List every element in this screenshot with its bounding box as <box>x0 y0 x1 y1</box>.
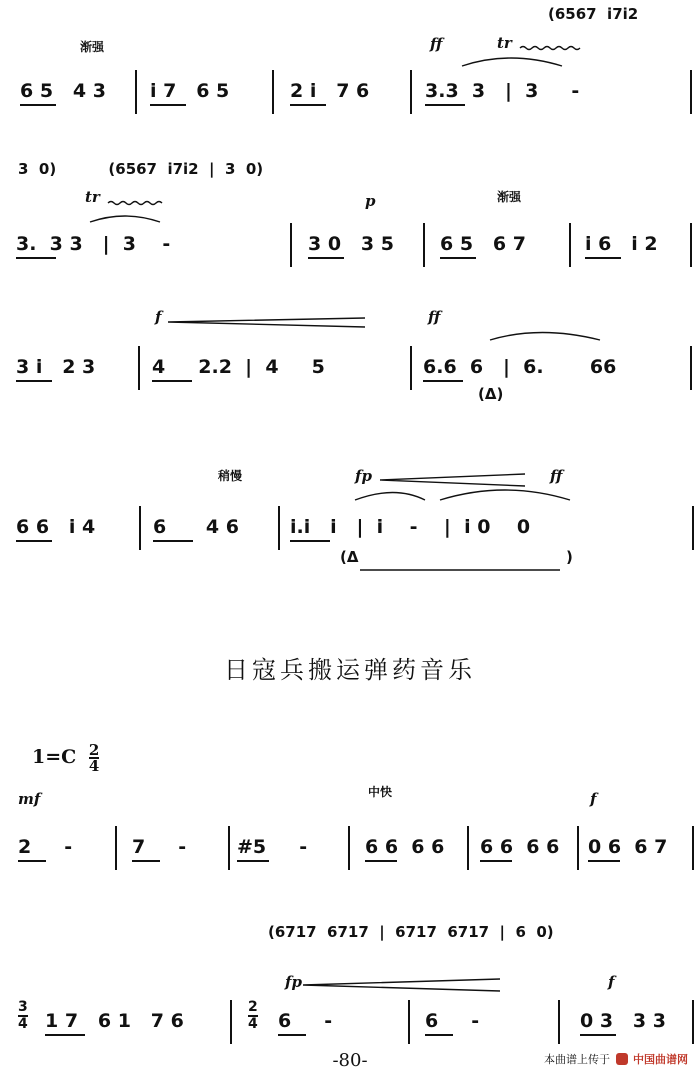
slur-5 <box>440 490 570 500</box>
section2-system-2-measure-4: 0 3 3 3 <box>580 1010 666 1032</box>
system-2-measure-4: i 6 i 2 <box>585 233 658 255</box>
system-4-measure-2: 6 4 6 <box>153 516 239 538</box>
page-number: -80- <box>332 1050 368 1071</box>
crescendo-1 <box>168 318 365 327</box>
system-4-measure-3: i.i i | i - | i 0 0 <box>290 516 531 538</box>
system-1-annotation-2: ff <box>430 35 443 53</box>
section2-system-1-measure-5: 6 6 6 6 <box>480 836 560 858</box>
time-signature-bottom: 4 <box>88 757 100 775</box>
system-3-annotation-1: f <box>155 308 162 326</box>
system-1-annotation-3: tr <box>497 34 512 52</box>
section2-system-2-annotation-2: f <box>608 973 615 991</box>
system-3-measure-2: 4 2.2 | 4 5 <box>152 356 325 378</box>
time-change-top: 3 <box>18 999 28 1015</box>
system-4-annotation-3: ff <box>550 467 563 485</box>
system-1-measure-3: 2 i 7 6 <box>290 80 370 102</box>
slur-4 <box>355 493 425 501</box>
time-change-top: 2 <box>248 999 258 1015</box>
section2-system-2-annotation-1: fp <box>285 973 302 991</box>
section2-system-1-measure-6: 0 6 6 7 <box>588 836 668 858</box>
system-2-annotation-1: tr <box>85 188 100 206</box>
crescendo-3 <box>303 979 500 991</box>
system-1-measure-4: 3.3 3 | 3 - <box>425 80 580 102</box>
system-1-measure-2: i 7 6 5 <box>150 80 230 102</box>
section2-system-2-measure-3: 6 - <box>425 1010 480 1032</box>
section2-system-1-measure-2: 7 - <box>132 836 187 858</box>
system-2-accompaniment: 3 0) (6567 i7i2 | 3 0) <box>18 160 264 178</box>
section2-system-1-annotation-3: f <box>590 790 597 808</box>
trill-wave-1 <box>520 47 580 50</box>
system-1-accompaniment: (6567 i7i2 <box>548 5 639 23</box>
watermark-brand: 中国曲谱网 <box>633 1053 688 1066</box>
section2-system-1-measure-3: #5 - <box>237 836 308 858</box>
trill-wave-2 <box>108 202 162 205</box>
watermark-prefix: 本曲谱上传于 <box>544 1053 610 1066</box>
system-4-annotation-4: (Δ <box>340 548 359 566</box>
slur-2 <box>90 216 160 222</box>
section2-system-1-measure-1: 2 - <box>18 836 73 858</box>
system-1-measure-1: 6 5 4 3 <box>20 80 106 102</box>
time-signature-top: 2 <box>88 741 100 759</box>
system-2-annotation-2: p <box>365 192 376 210</box>
section2-system-1-measure-4: 6 6 6 6 <box>365 836 445 858</box>
piece-title: 日寇兵搬运弹药音乐 <box>224 656 476 684</box>
watermark <box>544 1051 688 1067</box>
system-3-measure-3: 6.6 6 | 6. 66 <box>423 356 617 378</box>
system-2-measure-1: 3. 3 3 | 3 - <box>16 233 171 255</box>
section2-system-2-measure-1: 1 7 6 1 7 6 <box>45 1010 184 1032</box>
crescendo-2 <box>380 474 525 486</box>
system-3-measure-1: 3 i 2 3 <box>16 356 96 378</box>
system-3-annotation-3: (Δ) <box>478 385 504 403</box>
system-2-measure-2: 3 0 3 5 <box>308 233 394 255</box>
section2-system-1-annotation-2: 中快 <box>368 785 393 799</box>
system-4-annotation-1: 稍慢 <box>218 469 243 483</box>
section2-system-2-accompaniment: (6717 6717 | 6717 6717 | 6 0) <box>268 923 554 941</box>
section2-system-2-measure-2: 6 - <box>278 1010 333 1032</box>
key-signature-text: 1=C <box>32 746 77 768</box>
system-4-measure-1: 6 6 i 4 <box>16 516 96 538</box>
key-signature <box>32 743 99 773</box>
time-change-bottom: 4 <box>18 1016 28 1032</box>
slur-1 <box>462 58 562 66</box>
time-change-bottom: 4 <box>248 1016 258 1032</box>
site-logo-icon <box>616 1053 628 1065</box>
system-4-annotation-5: ) <box>566 548 573 566</box>
system-3-annotation-2: ff <box>428 308 441 326</box>
system-2-measure-3: 6 5 6 7 <box>440 233 526 255</box>
section2-system-1-annotation-1: mf <box>18 790 41 808</box>
system-1-annotation-1: 渐强 <box>80 40 105 54</box>
system-2-annotation-3: 渐强 <box>497 190 522 204</box>
slur-3 <box>490 333 600 341</box>
time-signature <box>89 743 99 773</box>
system-4-annotation-2: fp <box>355 467 372 485</box>
